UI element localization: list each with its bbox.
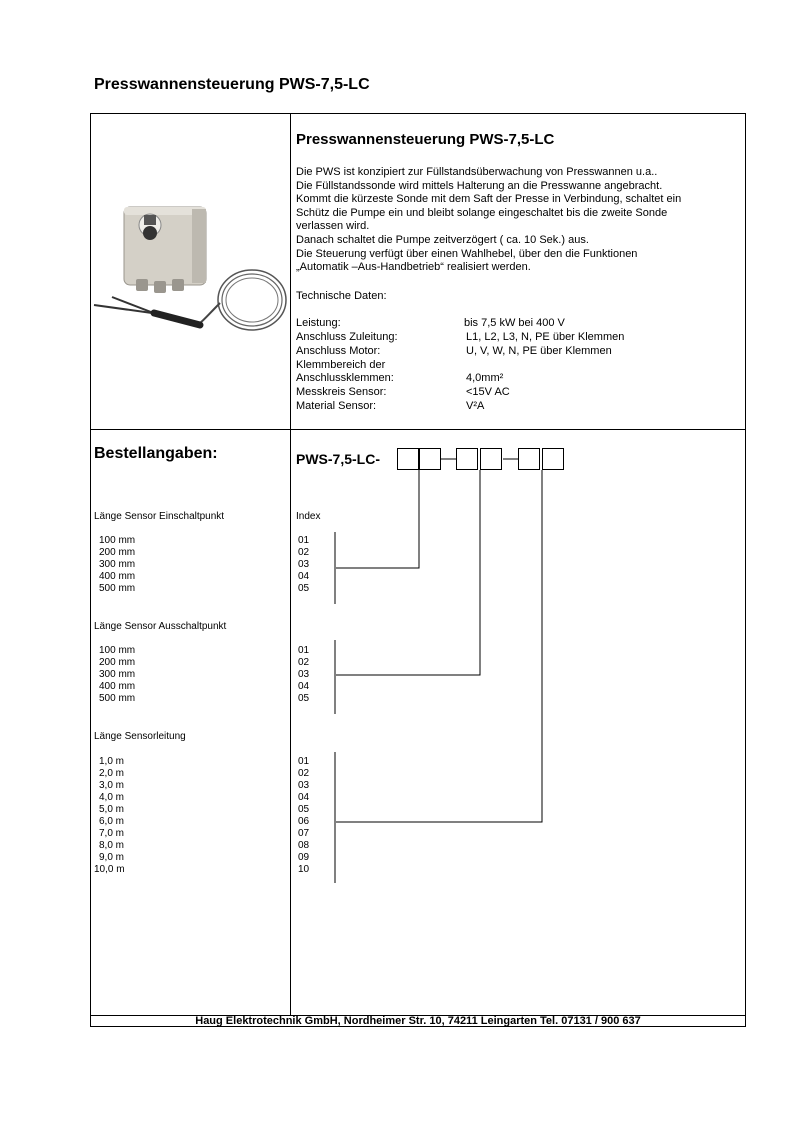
option-label: 9,0 m xyxy=(99,852,125,863)
option-index: 06 xyxy=(298,816,310,827)
option-label: 4,0 m xyxy=(99,792,125,803)
option-index: 09 xyxy=(298,852,310,863)
option-label: 500 mm xyxy=(99,583,136,594)
option-index: 04 xyxy=(298,571,310,582)
option-label: 10,0 m xyxy=(94,864,125,875)
option-index: 02 xyxy=(298,657,310,668)
description-line: Die Füllstandssonde wird mittels Halterung an die Presswanne angebracht. xyxy=(296,179,663,192)
option-index: 04 xyxy=(298,681,310,692)
group-title-switch-on: Länge Sensor Einschaltpunkt xyxy=(94,511,225,522)
option-index: 03 xyxy=(298,780,310,791)
option-label: 1,0 m xyxy=(99,756,125,767)
option-index: 10 xyxy=(298,864,310,875)
option-label: 3,0 m xyxy=(99,780,125,791)
option-label: 100 mm xyxy=(99,535,136,546)
product-title: Presswannensteuerung PWS-7,5-LC xyxy=(296,131,555,148)
spec-value: L1, L2, L3, N, PE über Klemmen xyxy=(466,331,625,343)
order-code-prefix: PWS-7,5-LC- xyxy=(296,451,380,467)
option-label: 300 mm xyxy=(99,669,136,680)
description-line: Die Steuerung verfügt über einen Wahlhebel, über den die Funktionen xyxy=(296,247,638,260)
option-label: 400 mm xyxy=(99,571,136,582)
option-label: 300 mm xyxy=(99,559,136,570)
spec-label: Anschluss Motor: xyxy=(296,345,381,357)
page-title: Presswannensteuerung PWS-7,5-LC xyxy=(94,76,370,93)
option-index: 02 xyxy=(298,768,310,779)
spec-label: Messkreis Sensor: xyxy=(296,386,387,398)
option-index: 03 xyxy=(298,669,310,680)
description-line: Die PWS ist konzipiert zur Füllstandsüberwachung von Presswannen u.a.. xyxy=(296,166,658,178)
option-index: 03 xyxy=(298,559,310,570)
option-label: 500 mm xyxy=(99,693,136,704)
description-line: Schütz die Pumpe ein und bleibt solange eingeschaltet bis die zweite Sonde xyxy=(296,206,668,219)
spec-label: Leistung: xyxy=(296,317,341,329)
description-line: Danach schaltet die Pumpe zeitverzögert ( ca. 10 Sek.) aus. xyxy=(296,233,589,246)
option-index: 01 xyxy=(298,645,310,656)
option-index: 05 xyxy=(298,804,310,815)
spec-label: Anschluss Zuleitung: xyxy=(296,331,398,343)
option-index: 01 xyxy=(298,535,310,546)
description-line: verlassen wird. xyxy=(296,220,370,233)
tech-data-heading: Technische Daten: xyxy=(296,290,387,302)
spec-value: bis 7,5 kW bei 400 V xyxy=(464,317,565,329)
spec-value: 4,0mm² xyxy=(466,372,504,384)
option-index: 02 xyxy=(298,547,310,558)
spec-value: U, V, W, N, PE über Klemmen xyxy=(466,345,612,357)
option-index: 07 xyxy=(298,828,310,839)
option-label: 5,0 m xyxy=(99,804,125,815)
option-label: 200 mm xyxy=(99,547,136,558)
option-label: 100 mm xyxy=(99,645,136,656)
option-label: 7,0 m xyxy=(99,828,125,839)
group-title-switch-off: Länge Sensor Ausschaltpunkt xyxy=(94,621,227,632)
spec-label: Material Sensor: xyxy=(296,400,377,412)
option-label: 400 mm xyxy=(99,681,136,692)
description-line: Kommt die kürzeste Sonde mit dem Saft der Presse in Verbindung, schaltet ein xyxy=(296,193,682,206)
index-heading: Index xyxy=(296,511,321,522)
spec-value: <15V AC xyxy=(466,386,510,398)
option-index: 04 xyxy=(298,792,310,803)
spec-label: Klemmbereich der xyxy=(296,359,386,371)
spec-value: V²A xyxy=(466,400,485,412)
option-label: 200 mm xyxy=(99,657,136,668)
option-label: 2,0 m xyxy=(99,768,125,779)
option-index: 01 xyxy=(298,756,310,767)
option-index: 05 xyxy=(298,583,310,594)
option-label: 6,0 m xyxy=(99,816,125,827)
order-heading: Bestellangaben: xyxy=(94,445,218,462)
group-title-cable: Länge Sensorleitung xyxy=(94,731,186,742)
company-footer: Haug Elektrotechnik GmbH, Nordheimer Str. 10, 74211 Leingarten Tel. 07131 / 900 637 xyxy=(195,1015,641,1027)
option-index: 08 xyxy=(298,840,310,851)
option-label: 8,0 m xyxy=(99,840,125,851)
spec-label: Anschlussklemmen: xyxy=(296,372,394,384)
description-line: „Automatik –Aus-Handbetrieb“ realisiert werden. xyxy=(296,261,531,274)
option-index: 05 xyxy=(298,693,310,704)
